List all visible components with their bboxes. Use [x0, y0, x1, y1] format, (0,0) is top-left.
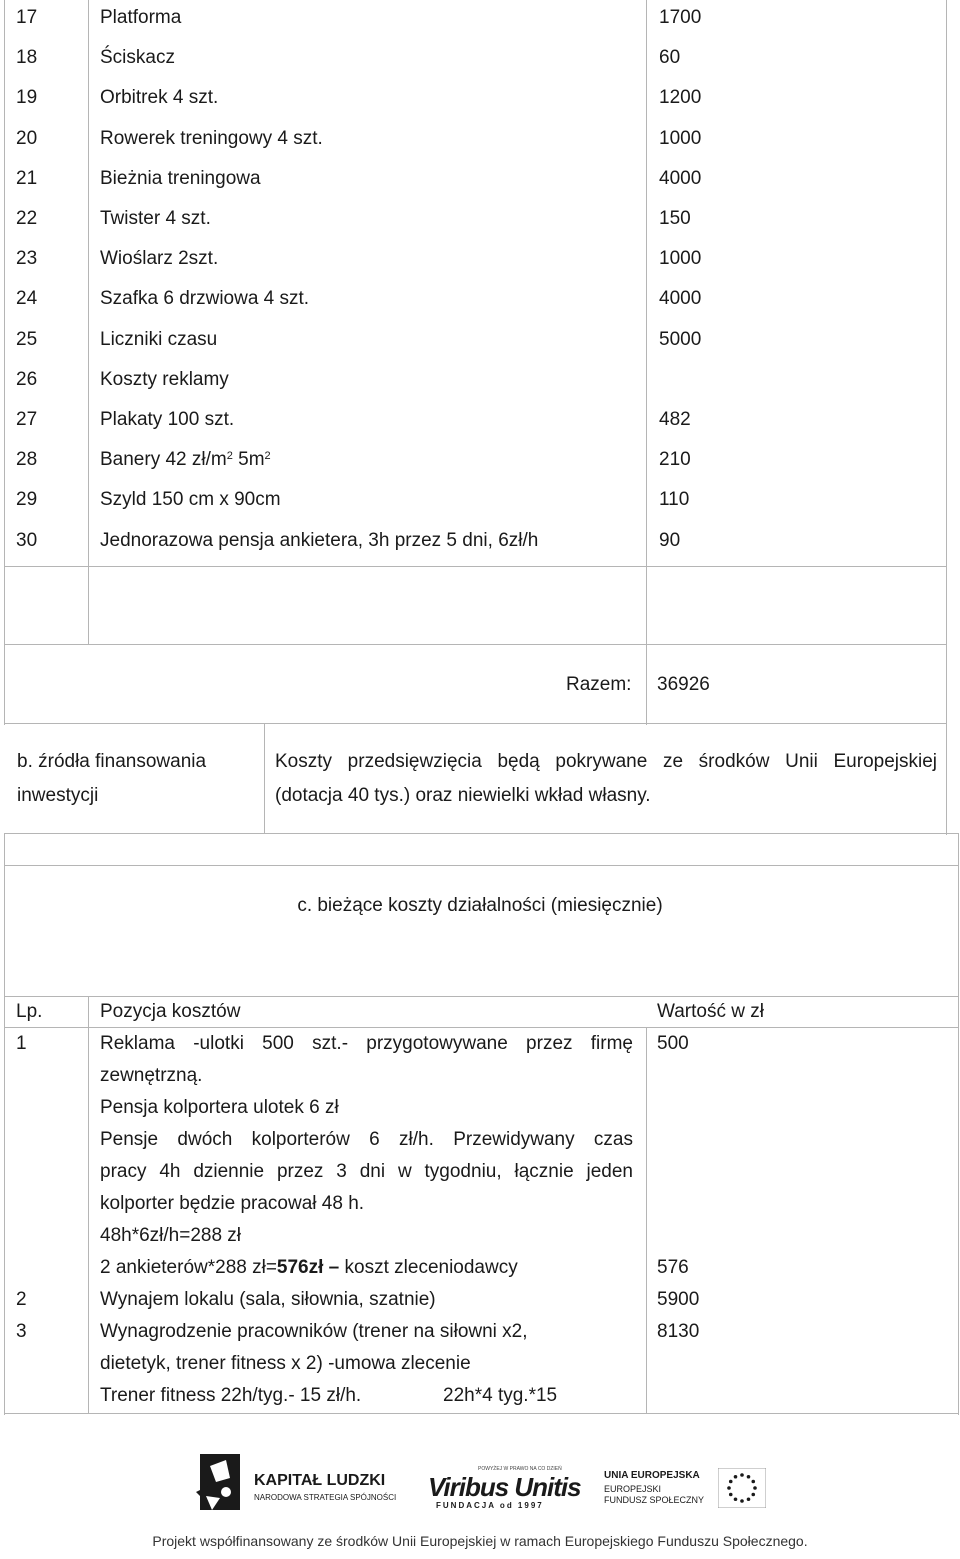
table2-header-value: Wartość w zł [657, 1001, 764, 1022]
table1-item-value: 1000 [659, 127, 702, 149]
table1-lp: 23 [16, 248, 38, 270]
table1-item-name: Szyld 150 cm x 90cm [100, 489, 281, 511]
eu-star-icon [740, 1473, 744, 1477]
table2-line: Reklama -ulotki 500 szt.- przygotowywane przez firmę [100, 1033, 633, 1054]
table2-header-lp: Lp. [16, 1001, 43, 1022]
table1-lp: 19 [16, 87, 38, 109]
funding-label: b. źródła finansowania [17, 751, 207, 772]
table2-line-trener-b: 22h*4 tyg.*15 [443, 1385, 558, 1406]
table1-row-divider [4, 566, 947, 567]
table1-item-value: 60 [659, 47, 681, 69]
table2-line: 48h*6zł/h=288 zł [100, 1225, 242, 1246]
table1-item-value: 1700 [659, 7, 702, 28]
eu-star-icon [734, 1497, 738, 1501]
table2-line: kolporter będzie pracował 48 h. [100, 1193, 365, 1214]
eu-flag-icon [718, 1468, 766, 1508]
unia-europejska-logo [600, 1466, 770, 1510]
table1-border-right [946, 0, 947, 835]
table1-item-value: 210 [659, 449, 691, 471]
table1-item-value: 110 [659, 489, 690, 511]
table1-item-value: 1200 [659, 87, 702, 109]
eu-star-icon [747, 1497, 751, 1501]
eu-star-icon [751, 1493, 755, 1497]
section-c-border [4, 865, 959, 866]
eu-star-icon [740, 1499, 744, 1503]
funding-text: Koszty przedsięwzięcia będą pokrywane ze środków Unii Europejskiej [275, 751, 937, 772]
table2-header-name: Pozycja kosztów [100, 1001, 241, 1022]
table2-line: Pensja kolportera ulotek 6 zł [100, 1097, 339, 1118]
table1-item-name: Koszty reklamy [100, 368, 229, 390]
eu-star-icon [753, 1486, 757, 1490]
table1-lp: 21 [16, 167, 38, 189]
ankieter-bold: 576zł – [276, 1257, 340, 1278]
table2-line: dietetyk, trener fitness x 2) -umowa zlecenie [100, 1353, 471, 1374]
funding-text: (dotacja 40 tys.) oraz niewielki wkład własny. [275, 785, 651, 806]
table2-value: 500 [657, 1033, 689, 1054]
table2-lp: 1 [16, 1033, 27, 1054]
superscript: 2 [264, 450, 271, 463]
table1-item-name: Liczniki czasu [100, 328, 218, 350]
table1-item-value: 482 [659, 409, 691, 430]
section-c-border-left [4, 833, 5, 1415]
table1-item-name: Jednorazowa pensja ankietera, 3h przez 5 dni, 6zł/h [100, 529, 539, 551]
table2-value: 8130 [657, 1321, 700, 1342]
table1-item-name: Szafka 6 drzwiowa 4 szt. [100, 288, 310, 310]
table1-item-value: 5000 [659, 328, 702, 350]
table1-lp: 29 [16, 489, 38, 511]
table1-item-value: 1000 [659, 248, 702, 270]
table1-border-col1 [88, 0, 89, 645]
table1-lp: 18 [16, 47, 38, 69]
table2-border-col1 [88, 996, 89, 1414]
banner-text-b: 5m [232, 449, 265, 471]
funding-border-bottom [4, 833, 959, 834]
table2-line: Wynajem lokalu (sala, siłownia, szatnie) [100, 1289, 436, 1310]
table1-row-divider [4, 723, 947, 724]
kapital-ludzki-subtitle: NARODOWA STRATEGIA SPÓJNOŚCI [254, 1493, 397, 1502]
table1-lp: 20 [16, 127, 38, 149]
eu-star-icon [729, 1480, 733, 1484]
table2-line: zewnętrzną. [100, 1065, 203, 1086]
kapital-ludzki-logo [196, 1452, 416, 1516]
table1-lp: 24 [16, 288, 38, 310]
section-c-title: c. bieżące koszty działalności (miesięcznie) [297, 895, 663, 916]
eu-star-icon [734, 1475, 738, 1479]
ue-line1: UNIA EUROPEJSKA [604, 1470, 700, 1481]
table1-lp: 27 [16, 409, 38, 430]
ankieter-post: koszt zleceniodawcy [339, 1257, 518, 1278]
table2-border-col2 [646, 1027, 647, 1414]
table1-border-left [4, 0, 5, 725]
total-value: 36926 [657, 674, 710, 695]
table1-item-name: Plakaty 100 szt. [100, 409, 235, 430]
eu-star-icon [747, 1475, 751, 1479]
banner-text-a: Banery 42 zł/m [100, 449, 227, 471]
table2-line: Pensje dwóch kolporterów 6 zł/h. Przewidywany czas [100, 1129, 633, 1150]
viribus-sub-text: FUNDACJA od 1997 [436, 1501, 544, 1510]
table2-line: Wynagrodzenie pracowników (trener na siłowni x2, [100, 1321, 528, 1342]
table2-value: 576 [657, 1257, 689, 1278]
table2-top-border [4, 996, 959, 997]
table1-item-name: Bieżnia treningowa [100, 167, 261, 189]
table1-item-name [100, 450, 271, 470]
table1-lp: 26 [16, 368, 38, 390]
table2-lp: 2 [16, 1289, 27, 1310]
viribus-small-text: POWYŻEJ W PRAWO NA CO DZIEŃ [478, 1466, 562, 1472]
ue-line2: EUROPEJSKI [604, 1484, 662, 1494]
eu-star-icon [751, 1480, 755, 1484]
section-c-border-right [958, 833, 959, 1415]
table2-line-trener-a: Trener fitness 22h/tyg.- 15 zł/h. [100, 1385, 362, 1406]
ue-line3: FUNDUSZ SPOŁECZNY [604, 1495, 705, 1505]
table2-lp: 3 [16, 1321, 27, 1342]
kapital-ludzki-title: KAPITAŁ LUDZKI [254, 1472, 386, 1489]
table1-item-name: Rowerek treningowy 4 szt. [100, 127, 323, 149]
table2-header-border [4, 1027, 959, 1028]
table1-item-value: 4000 [659, 167, 702, 189]
table1-lp: 30 [16, 529, 38, 551]
table1-item-name: Twister 4 szt. [100, 208, 211, 229]
kapital-ludzki-emblem-icon [196, 1452, 244, 1516]
table1-lp: 22 [16, 208, 38, 229]
table1-border-col2 [646, 0, 647, 725]
table1-lp: 28 [16, 449, 38, 471]
table2-line-ankieter [100, 1258, 518, 1278]
superscript: 2 [226, 450, 233, 463]
table1-item-name: Ściskacz [100, 47, 175, 69]
table2-line: pracy 4h dziennie przez 3 dni w tygodniu, łącznie jeden [100, 1161, 633, 1182]
total-label: Razem: [566, 674, 632, 695]
table1-item-value: 150 [659, 208, 691, 229]
table1-lp: 17 [16, 7, 38, 28]
table1-item-name: Platforma [100, 7, 182, 28]
table1-item-name: Orbitrek 4 szt. [100, 87, 219, 109]
footer-note: Projekt współfinansowany ze środków Unii Europejskiej w ramach Europejskiego Funduszu Społecznego. [152, 1533, 808, 1549]
eu-star-icon [729, 1493, 733, 1497]
eu-star-icon [727, 1486, 731, 1490]
viribus-unitis-logo [428, 1466, 581, 1512]
viribus-main-text: Viribus Unitis [428, 1472, 581, 1502]
table1-item-value: 90 [659, 529, 681, 551]
table2-bottom-border [4, 1413, 959, 1414]
table1-item-name: Wioślarz 2szt. [100, 248, 219, 270]
table2-value: 5900 [657, 1289, 700, 1310]
table1-row-divider [4, 644, 947, 645]
funding-border-mid [264, 723, 265, 834]
table1-item-value: 4000 [659, 288, 702, 310]
table1-lp: 25 [16, 328, 38, 350]
funding-label: inwestycji [17, 785, 99, 806]
ankieter-pre: 2 ankieterów*288 zł= [100, 1257, 277, 1278]
